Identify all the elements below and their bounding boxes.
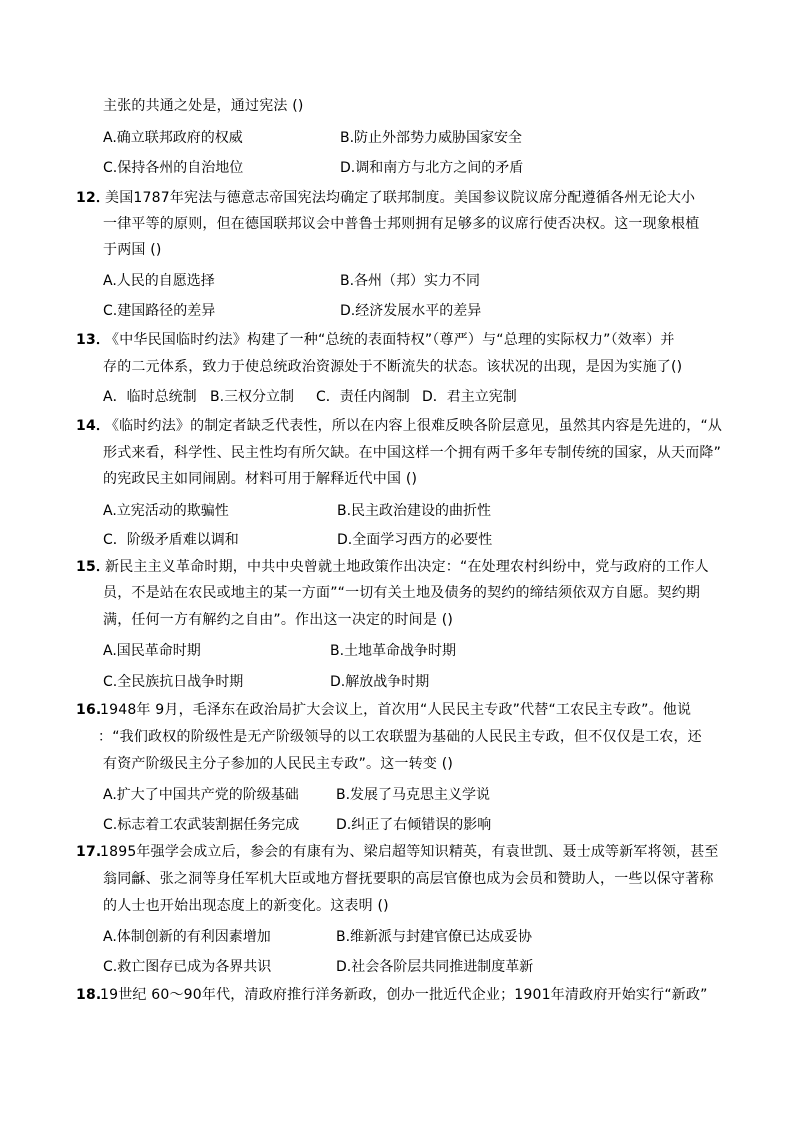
q13-option-d[interactable]: D．君主立宪制 (422, 389, 517, 405)
q15-line-2: 员，不是站在农民或地主的某一方面”“一切有关土地及债务的契约的缔结须依双方自愿。契约期 (103, 585, 701, 601)
q17-option-d[interactable]: D.社会各阶层共同推进制度革新 (336, 959, 534, 975)
q17-number: 17. (76, 844, 102, 860)
q12-line-3: 于两国 () (103, 242, 162, 258)
q14-option-a[interactable]: A.立宪活动的欺骗性 (103, 503, 229, 519)
q14-line-3: 的宪政民主如同闹剧。材料可用于解释近代中国 () (103, 471, 418, 487)
q12-number: 12． (76, 190, 111, 206)
q14-line-1: 《临时约法》的制定者缺乏代表性，所以在内容上很难反映各阶层意见，虽然其内容是先进的，“从 (105, 418, 723, 434)
q13-option-c[interactable]: C．责任内阁制 (316, 389, 410, 405)
q16-option-c[interactable]: C.标志着工农武装割据任务完成 (103, 817, 300, 833)
q17-line-1: 1895年强学会成立后，参会的有康有为、梁启超等知识精英，有袁世凯、聂士成等新军将领，甚至 (100, 844, 719, 860)
q16-option-d[interactable]: D.纠正了右倾错误的影响 (336, 817, 492, 833)
q11-stem-tail: 主张的共通之处是，通过宪法 () (103, 98, 304, 114)
q12-option-d[interactable]: D.经济发展水平的差异 (340, 303, 482, 319)
q15-option-a[interactable]: A.国民革命时期 (103, 643, 201, 659)
q15-line-1: 新民主主义革命时期，中共中央曾就土地政策作出决定：“在处理农村纠纷中，党与政府的工作人 (105, 559, 709, 575)
q16-option-a[interactable]: A.扩大了中国共产党的阶级基础 (103, 787, 299, 803)
q11-option-b[interactable]: B.防止外部势力威胁国家安全 (340, 130, 523, 146)
q14-number: 14． (76, 418, 111, 434)
q12-line-2: 一律平等的原则，但在德国联邦议会中普鲁士邦则拥有足够多的议席行使否决权。这一现象根植 (103, 216, 700, 232)
q13-number: 13． (76, 332, 111, 348)
q15-number: 15． (76, 559, 111, 575)
q18-number: 18. (76, 987, 102, 1003)
q15-line-3: 满，任何一方有解约之自由”。作出这一决定的时间是 () (103, 612, 454, 628)
q15-option-c[interactable]: C.全民族抗日战争时期 (103, 674, 244, 690)
q11-option-d[interactable]: D.调和南方与北方之间的矛盾 (340, 160, 524, 176)
q16-line-1: 1948年 9月，毛泽东在政治局扩大会议上，首次用“人民民主专政”代替“工农民主专政”。他说 (100, 702, 692, 718)
q13-line-2: 存的二元体系，致力于使总统政治资源处于不断流失的状态。该状况的出现，是因为实施了() (103, 359, 683, 375)
q12-line-1: 美国1787年宪法与德意志帝国宪法均确定了联邦制度。美国参议院议席分配遵循各州无论大小 (105, 190, 696, 206)
q12-option-b[interactable]: B.各州（邦）实力不同 (340, 273, 481, 289)
q16-line-3: 有资产阶级民主分子参加的人民民主专政”。这一转变 () (103, 756, 454, 772)
q17-option-c[interactable]: C.救亡图存已成为各界共识 (103, 959, 272, 975)
q11-option-c[interactable]: C.保持各州的自治地位 (103, 160, 244, 176)
q12-option-a[interactable]: A.人民的自愿选择 (103, 273, 215, 289)
q14-line-2: 形式来看，科学性、民主性均有所欠缺。在中国这样一个拥有两千多年专制传统的国家，从天而降” (103, 445, 722, 461)
q13-option-b[interactable]: B.三权分立制 (210, 389, 295, 405)
q12-option-c[interactable]: C.建国路径的差异 (103, 303, 216, 319)
q15-option-b[interactable]: B.土地革命战争时期 (330, 643, 457, 659)
q16-number: 16. (76, 702, 102, 718)
q16-option-b[interactable]: B.发展了马克思主义学说 (336, 787, 491, 803)
q13-line-1: 《中华民国临时约法》构建了一种“总统的表面特权”（尊严）与“总理的实际权力”（效率）并 (105, 332, 675, 348)
q16-line-2: ：“我们政权的阶级性是无产阶级领导的以工农联盟为基础的人民民主专政，但不仅仅是工农，还 (98, 729, 702, 745)
q14-option-b[interactable]: B.民主政治建设的曲折性 (337, 503, 492, 519)
q14-option-c[interactable]: C．阶级矛盾难以调和 (103, 532, 239, 548)
q13-option-a[interactable]: A．临时总统制 (103, 389, 197, 405)
q17-line-3: 的人士也开始出现态度上的新变化。这表明 () (103, 898, 389, 914)
q18-line-1: 19世纪 60～90年代，清政府推行洋务新政，创办一批近代企业；1901年清政府开始实行“新政” (100, 987, 708, 1003)
q14-option-d[interactable]: D.全面学习西方的必要性 (337, 532, 493, 548)
q17-option-b[interactable]: B.维新派与封建官僚已达成妥协 (336, 929, 533, 945)
q17-option-a[interactable]: A.体制创新的有利因素增加 (103, 929, 271, 945)
q11-option-a[interactable]: A.确立联邦政府的权威 (103, 130, 243, 146)
q17-line-2: 翁同龢、张之洞等身任军机大臣或地方督抚要职的高层官僚也成为会员和赞助人，一些以保守著称 (103, 871, 714, 887)
q15-option-d[interactable]: D.解放战争时期 (330, 674, 430, 690)
